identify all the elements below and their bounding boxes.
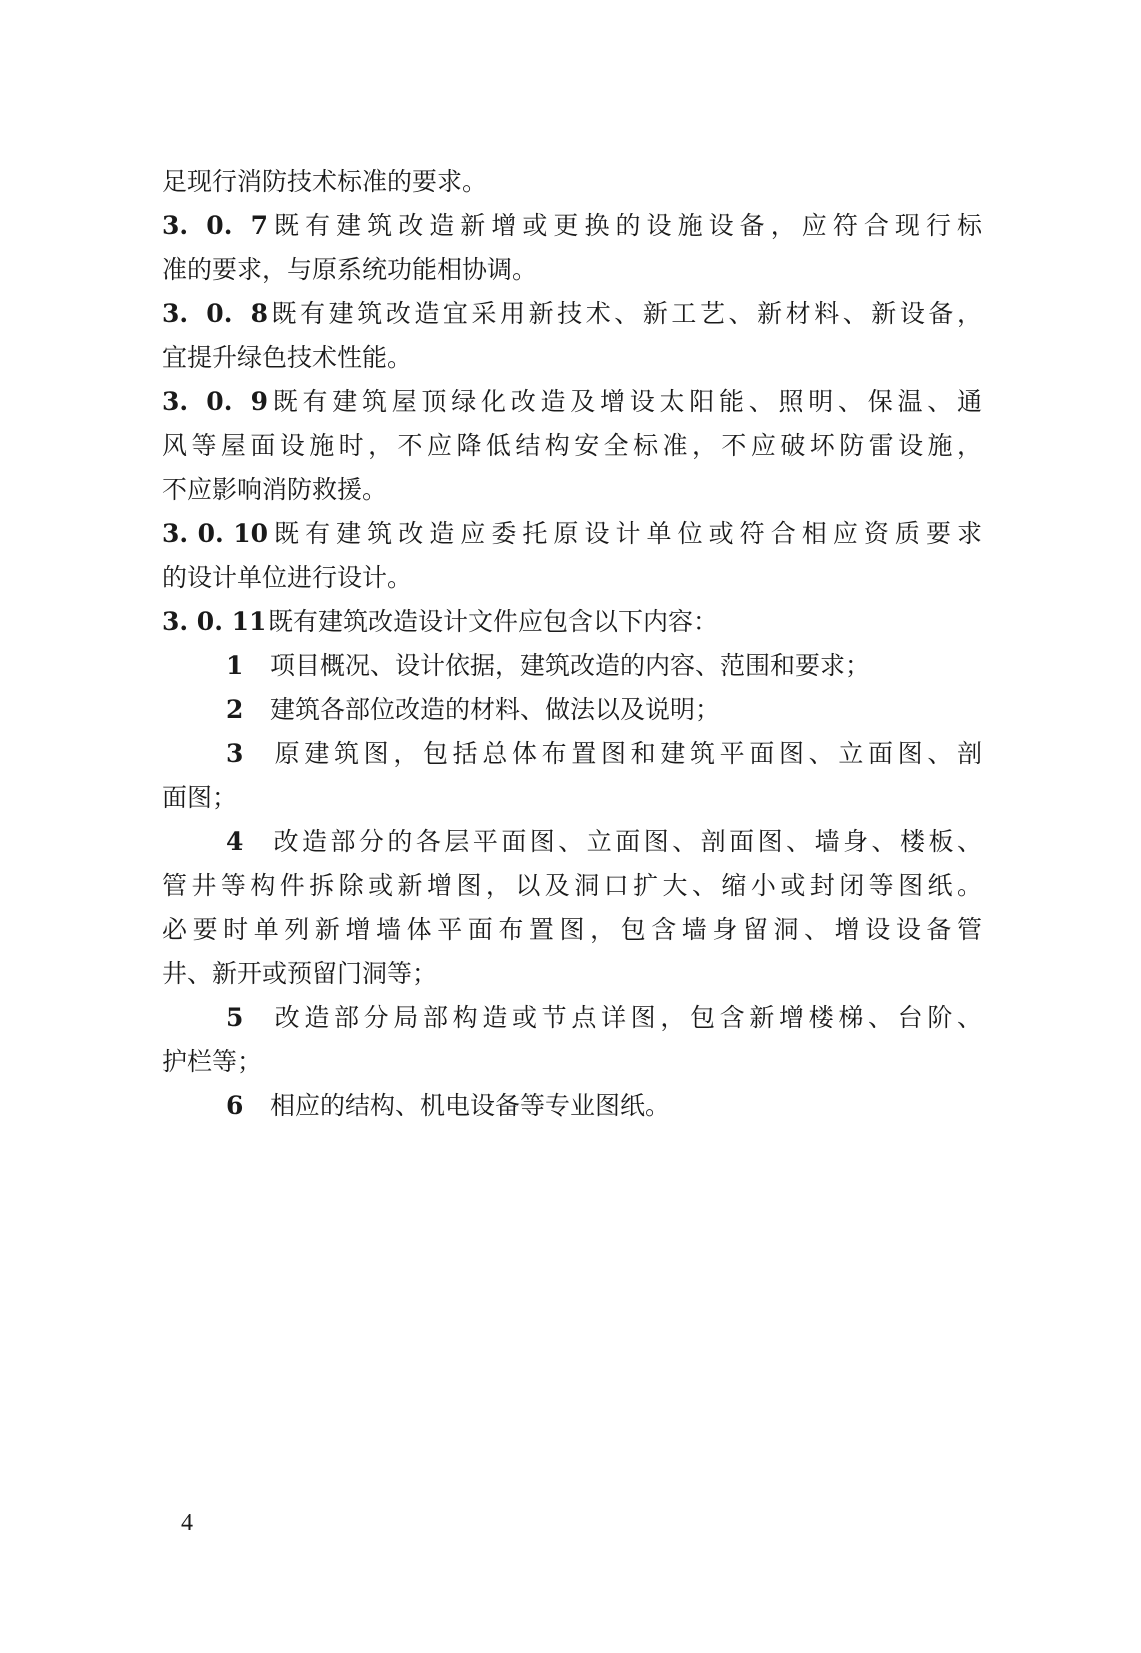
- item-number: 2: [226, 695, 244, 724]
- page-number: 4: [181, 1510, 193, 1536]
- line-text: 改造部分的各层平面图、立面图、剖面图、墙身、楼板、: [270, 827, 982, 856]
- clause-line: [162, 292, 982, 336]
- line-text: 面图；: [162, 783, 238, 812]
- text-line: [162, 160, 982, 204]
- line-text: 建筑各部位改造的材料、做法以及说明；: [270, 695, 721, 724]
- line-text: 既有建筑改造宜采用新技术、新工艺、新材料、新设备，: [268, 299, 982, 328]
- line-text: 必要时单列新增墙体平面布置图，包含墙身留洞、增设设备管: [162, 915, 982, 944]
- line-text: 改造部分局部构造或节点详图，包含新增楼梯、台阶、: [270, 1003, 982, 1032]
- clause-number: 3. 0. 11: [162, 607, 267, 636]
- clause-line: [162, 204, 982, 248]
- line-text: 足现行消防技术标准的要求。: [162, 167, 488, 196]
- text-line: [162, 424, 982, 468]
- text-line: [162, 952, 982, 996]
- clause-line: [162, 600, 982, 644]
- clause-line: [162, 512, 982, 556]
- item-number: 4: [226, 827, 244, 856]
- list-item: [162, 996, 982, 1040]
- clause-number: 3. 0. 8: [162, 299, 268, 328]
- line-text: 风等屋面设施时，不应降低结构安全标准，不应破坏防雷设施，: [162, 431, 982, 460]
- list-item: [162, 644, 982, 688]
- line-text: 相应的结构、机电设备等专业图纸。: [270, 1091, 671, 1120]
- line-text: 井、新开或预留门洞等；: [162, 959, 438, 988]
- line-text: 护栏等；: [162, 1047, 263, 1076]
- text-line: [162, 908, 982, 952]
- text-line: [162, 864, 982, 908]
- clause-number: 3. 0. 7: [162, 211, 268, 240]
- clause-number: 3. 0. 9: [162, 387, 268, 416]
- item-number: 5: [226, 1003, 244, 1032]
- text-line: [162, 1040, 982, 1084]
- text-line: [162, 248, 982, 292]
- line-text: 项目概况、设计依据，建筑改造的内容、范围和要求；: [270, 651, 871, 680]
- line-text: 不应影响消防救援。: [162, 475, 388, 504]
- clause-number: 3. 0. 10: [162, 519, 268, 548]
- line-text: 既有建筑改造设计文件应包含以下内容：: [268, 607, 719, 636]
- line-text: 准的要求，与原系统功能相协调。: [162, 255, 538, 284]
- text-line: [162, 468, 982, 512]
- page-body: [162, 160, 982, 1128]
- line-text: 既有建筑改造应委托原设计单位或符合相应资质要求: [268, 519, 982, 548]
- text-line: [162, 556, 982, 600]
- list-item: [162, 1084, 982, 1128]
- text-line: [162, 336, 982, 380]
- item-number: 3: [226, 739, 244, 768]
- item-number: 6: [226, 1091, 244, 1120]
- line-text: 原建筑图，包括总体布置图和建筑平面图、立面图、剖: [270, 739, 982, 768]
- text-line: [162, 776, 982, 820]
- line-text: 既有建筑屋顶绿化改造及增设太阳能、照明、保温、通: [268, 387, 982, 416]
- list-item: [162, 820, 982, 864]
- line-text: 的设计单位进行设计。: [162, 563, 413, 592]
- clause-line: [162, 380, 982, 424]
- line-text: 既有建筑改造新增或更换的设施设备，应符合现行标: [268, 211, 982, 240]
- item-number: 1: [226, 651, 244, 680]
- list-item: [162, 732, 982, 776]
- list-item: [162, 688, 982, 732]
- line-text: 管井等构件拆除或新增图，以及洞口扩大、缩小或封闭等图纸。: [162, 871, 982, 900]
- line-text: 宜提升绿色技术性能。: [162, 343, 413, 372]
